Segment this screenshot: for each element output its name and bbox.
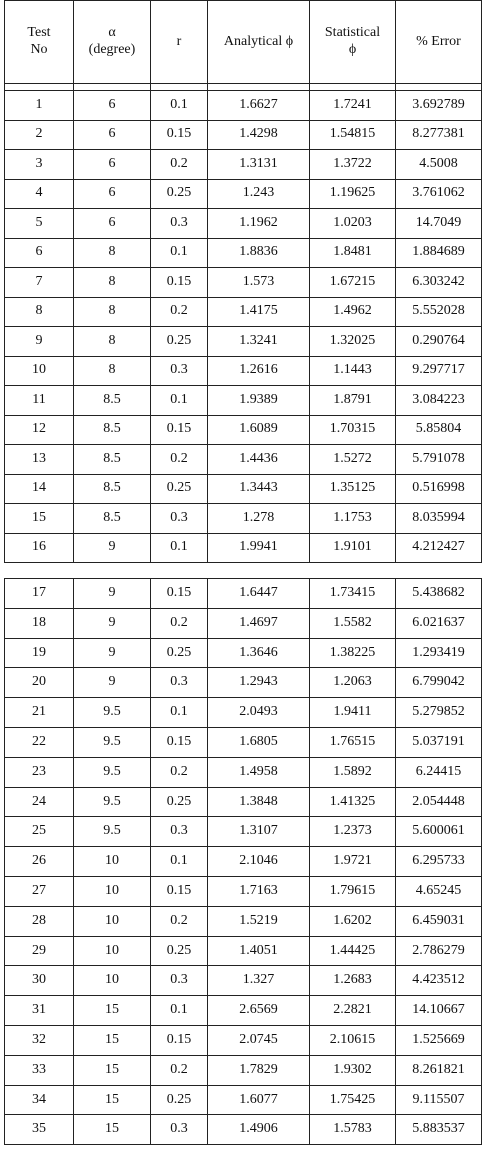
table-row (5, 996, 482, 1026)
cell-percent-error: 5.037191 (396, 727, 482, 757)
cell-test-no: 16 (5, 533, 74, 563)
table-row (5, 1055, 482, 1085)
table-row (5, 1025, 482, 1055)
table-row (5, 386, 482, 416)
cell-alpha: 6 (74, 91, 151, 121)
cell-test-no: 13 (5, 445, 74, 475)
cell-percent-error: 3.084223 (396, 386, 482, 416)
spacer-cell (5, 84, 74, 91)
cell-statistical-phi: 1.0203 (310, 209, 396, 239)
cell-analytical-phi: 2.1046 (208, 847, 310, 877)
cell-r: 0.25 (151, 327, 208, 357)
cell-statistical-phi: 1.9721 (310, 847, 396, 877)
table-row (5, 91, 482, 121)
cell-analytical-phi: 1.9941 (208, 533, 310, 563)
cell-percent-error: 5.791078 (396, 445, 482, 475)
cell-percent-error: 8.035994 (396, 504, 482, 534)
cell-analytical-phi: 1.2616 (208, 356, 310, 386)
cell-test-no: 34 (5, 1085, 74, 1115)
table-row (5, 268, 482, 298)
cell-statistical-phi: 1.75425 (310, 1085, 396, 1115)
cell-test-no: 7 (5, 268, 74, 298)
cell-test-no: 21 (5, 698, 74, 728)
cell-statistical-phi: 1.5272 (310, 445, 396, 475)
cell-analytical-phi: 1.243 (208, 179, 310, 209)
cell-alpha: 6 (74, 150, 151, 180)
cell-percent-error: 9.115507 (396, 1085, 482, 1115)
cell-alpha: 9.5 (74, 787, 151, 817)
cell-statistical-phi: 1.5892 (310, 757, 396, 787)
cell-r: 0.2 (151, 757, 208, 787)
cell-alpha: 10 (74, 906, 151, 936)
cell-statistical-phi: 1.44425 (310, 936, 396, 966)
cell-r: 0.15 (151, 1025, 208, 1055)
spacer-row (5, 84, 482, 91)
cell-statistical-phi: 1.4962 (310, 297, 396, 327)
table-row (5, 1085, 482, 1115)
cell-r: 0.25 (151, 787, 208, 817)
cell-test-no: 26 (5, 847, 74, 877)
cell-alpha: 15 (74, 1115, 151, 1145)
cell-percent-error: 4.212427 (396, 533, 482, 563)
cell-statistical-phi: 1.5582 (310, 608, 396, 638)
cell-alpha: 9.5 (74, 727, 151, 757)
cell-analytical-phi: 1.573 (208, 268, 310, 298)
cell-percent-error: 3.761062 (396, 179, 482, 209)
cell-r: 0.1 (151, 847, 208, 877)
cell-r: 0.15 (151, 268, 208, 298)
cell-test-no: 24 (5, 787, 74, 817)
cell-r: 0.2 (151, 445, 208, 475)
cell-test-no: 30 (5, 966, 74, 996)
table-row (5, 638, 482, 668)
cell-analytical-phi: 1.6805 (208, 727, 310, 757)
cell-analytical-phi: 1.3443 (208, 474, 310, 504)
cell-alpha: 6 (74, 120, 151, 150)
cell-alpha: 15 (74, 1085, 151, 1115)
cell-statistical-phi: 1.79615 (310, 876, 396, 906)
cell-test-no: 11 (5, 386, 74, 416)
cell-statistical-phi: 1.2683 (310, 966, 396, 996)
cell-statistical-phi: 1.76515 (310, 727, 396, 757)
cell-analytical-phi: 1.5219 (208, 906, 310, 936)
cell-alpha: 10 (74, 876, 151, 906)
cell-analytical-phi: 2.0493 (208, 698, 310, 728)
cell-analytical-phi: 1.6627 (208, 91, 310, 121)
cell-r: 0.25 (151, 179, 208, 209)
table-row (5, 876, 482, 906)
cell-alpha: 10 (74, 966, 151, 996)
table-row (5, 727, 482, 757)
cell-percent-error: 6.799042 (396, 668, 482, 698)
cell-r: 0.25 (151, 936, 208, 966)
cell-r: 0.25 (151, 1085, 208, 1115)
cell-test-no: 28 (5, 906, 74, 936)
cell-statistical-phi: 1.1443 (310, 356, 396, 386)
cell-statistical-phi: 1.9101 (310, 533, 396, 563)
table-row (5, 179, 482, 209)
cell-analytical-phi: 2.6569 (208, 996, 310, 1026)
cell-r: 0.3 (151, 668, 208, 698)
cell-r: 0.3 (151, 209, 208, 239)
cell-statistical-phi: 1.73415 (310, 579, 396, 609)
cell-test-no: 29 (5, 936, 74, 966)
cell-alpha: 10 (74, 847, 151, 877)
cell-percent-error: 4.423512 (396, 966, 482, 996)
cell-r: 0.2 (151, 150, 208, 180)
cell-analytical-phi: 1.1962 (208, 209, 310, 239)
cell-analytical-phi: 1.278 (208, 504, 310, 534)
cell-statistical-phi: 2.2821 (310, 996, 396, 1026)
cell-percent-error: 2.786279 (396, 936, 482, 966)
cell-alpha: 9.5 (74, 757, 151, 787)
cell-percent-error: 8.277381 (396, 120, 482, 150)
table-row (5, 327, 482, 357)
cell-alpha: 9 (74, 668, 151, 698)
cell-analytical-phi: 1.8836 (208, 238, 310, 268)
table-row (5, 238, 482, 268)
header-row (5, 1, 482, 84)
cell-percent-error: 4.65245 (396, 876, 482, 906)
cell-statistical-phi: 1.9411 (310, 698, 396, 728)
cell-r: 0.1 (151, 386, 208, 416)
cell-test-no: 18 (5, 608, 74, 638)
cell-test-no: 25 (5, 817, 74, 847)
cell-r: 0.1 (151, 996, 208, 1026)
cell-r: 0.3 (151, 966, 208, 996)
cell-percent-error: 0.290764 (396, 327, 482, 357)
cell-test-no: 15 (5, 504, 74, 534)
cell-alpha: 8.5 (74, 504, 151, 534)
spacer-cell (310, 84, 396, 91)
cell-percent-error: 1.884689 (396, 238, 482, 268)
cell-alpha: 8 (74, 327, 151, 357)
cell-statistical-phi: 1.8791 (310, 386, 396, 416)
cell-test-no: 22 (5, 727, 74, 757)
cell-r: 0.25 (151, 638, 208, 668)
cell-r: 0.2 (151, 1055, 208, 1085)
cell-percent-error: 9.297717 (396, 356, 482, 386)
cell-alpha: 15 (74, 1025, 151, 1055)
cell-analytical-phi: 1.6447 (208, 579, 310, 609)
cell-percent-error: 14.7049 (396, 209, 482, 239)
cell-r: 0.1 (151, 238, 208, 268)
table-row (5, 698, 482, 728)
cell-test-no: 1 (5, 91, 74, 121)
cell-alpha: 15 (74, 1055, 151, 1085)
table-row (5, 445, 482, 475)
cell-analytical-phi: 1.4958 (208, 757, 310, 787)
cell-statistical-phi: 1.1753 (310, 504, 396, 534)
table-row (5, 757, 482, 787)
cell-analytical-phi: 1.4906 (208, 1115, 310, 1145)
cell-r: 0.2 (151, 297, 208, 327)
table-row (5, 1115, 482, 1145)
cell-test-no: 27 (5, 876, 74, 906)
cell-r: 0.25 (151, 474, 208, 504)
table-row (5, 847, 482, 877)
cell-test-no: 9 (5, 327, 74, 357)
cell-analytical-phi: 1.3848 (208, 787, 310, 817)
cell-percent-error: 5.883537 (396, 1115, 482, 1145)
table-row (5, 906, 482, 936)
table-row (5, 356, 482, 386)
cell-alpha: 8 (74, 356, 151, 386)
cell-alpha: 9 (74, 638, 151, 668)
cell-percent-error: 8.261821 (396, 1055, 482, 1085)
cell-analytical-phi: 1.4697 (208, 608, 310, 638)
cell-statistical-phi: 1.3722 (310, 150, 396, 180)
cell-statistical-phi: 1.54815 (310, 120, 396, 150)
cell-percent-error: 14.10667 (396, 996, 482, 1026)
cell-statistical-phi: 1.32025 (310, 327, 396, 357)
cell-percent-error: 5.85804 (396, 415, 482, 445)
cell-analytical-phi: 1.6077 (208, 1085, 310, 1115)
spacer-cell (151, 84, 208, 91)
cell-r: 0.15 (151, 727, 208, 757)
table-row (5, 817, 482, 847)
cell-percent-error: 5.438682 (396, 579, 482, 609)
cell-r: 0.1 (151, 91, 208, 121)
cell-analytical-phi: 1.4051 (208, 936, 310, 966)
cell-percent-error: 5.552028 (396, 297, 482, 327)
table-row (5, 120, 482, 150)
cell-test-no: 3 (5, 150, 74, 180)
cell-r: 0.15 (151, 415, 208, 445)
cell-analytical-phi: 1.4298 (208, 120, 310, 150)
cell-analytical-phi: 1.3131 (208, 150, 310, 180)
cell-analytical-phi: 1.4436 (208, 445, 310, 475)
cell-r: 0.15 (151, 579, 208, 609)
table-row (5, 297, 482, 327)
cell-test-no: 23 (5, 757, 74, 787)
cell-r: 0.1 (151, 698, 208, 728)
cell-test-no: 12 (5, 415, 74, 445)
cell-statistical-phi: 1.70315 (310, 415, 396, 445)
cell-test-no: 6 (5, 238, 74, 268)
table-row (5, 474, 482, 504)
cell-percent-error: 6.459031 (396, 906, 482, 936)
table-row (5, 608, 482, 638)
cell-test-no: 35 (5, 1115, 74, 1145)
table-row (5, 150, 482, 180)
cell-r: 0.15 (151, 876, 208, 906)
cell-r: 0.15 (151, 120, 208, 150)
cell-statistical-phi: 1.2373 (310, 817, 396, 847)
header-test-no: Test No (5, 1, 74, 84)
cell-alpha: 9 (74, 533, 151, 563)
cell-alpha: 15 (74, 996, 151, 1026)
cell-alpha: 8.5 (74, 474, 151, 504)
cell-r: 0.3 (151, 356, 208, 386)
cell-percent-error: 0.516998 (396, 474, 482, 504)
cell-analytical-phi: 1.327 (208, 966, 310, 996)
table-row (5, 668, 482, 698)
cell-r: 0.2 (151, 608, 208, 638)
cell-test-no: 19 (5, 638, 74, 668)
cell-percent-error: 5.279852 (396, 698, 482, 728)
table-row (5, 787, 482, 817)
cell-statistical-phi: 1.7241 (310, 91, 396, 121)
cell-test-no: 14 (5, 474, 74, 504)
spacer-cell (396, 84, 482, 91)
cell-analytical-phi: 1.4175 (208, 297, 310, 327)
cell-alpha: 9 (74, 608, 151, 638)
cell-analytical-phi: 1.2943 (208, 668, 310, 698)
table-row (5, 579, 482, 609)
cell-statistical-phi: 1.38225 (310, 638, 396, 668)
cell-percent-error: 6.303242 (396, 268, 482, 298)
cell-percent-error: 5.600061 (396, 817, 482, 847)
header-statistical-phi: Statistical ϕ (310, 1, 396, 84)
cell-r: 0.3 (151, 504, 208, 534)
cell-r: 0.3 (151, 817, 208, 847)
cell-percent-error: 6.24415 (396, 757, 482, 787)
cell-analytical-phi: 1.7829 (208, 1055, 310, 1085)
cell-statistical-phi: 1.8481 (310, 238, 396, 268)
cell-alpha: 8.5 (74, 445, 151, 475)
table-row (5, 966, 482, 996)
cell-r: 0.2 (151, 906, 208, 936)
cell-percent-error: 6.021637 (396, 608, 482, 638)
cell-statistical-phi: 1.6202 (310, 906, 396, 936)
cell-r: 0.1 (151, 533, 208, 563)
header-analytical-phi: Analytical ϕ (208, 1, 310, 84)
table-row (5, 504, 482, 534)
cell-analytical-phi: 1.3646 (208, 638, 310, 668)
results-table-part-2 (4, 578, 482, 1145)
results-table-part-1 (4, 0, 482, 563)
cell-alpha: 8.5 (74, 415, 151, 445)
cell-analytical-phi: 1.6089 (208, 415, 310, 445)
cell-analytical-phi: 2.0745 (208, 1025, 310, 1055)
cell-test-no: 32 (5, 1025, 74, 1055)
cell-alpha: 9.5 (74, 698, 151, 728)
cell-statistical-phi: 1.5783 (310, 1115, 396, 1145)
table-row (5, 533, 482, 563)
table-row (5, 209, 482, 239)
cell-test-no: 10 (5, 356, 74, 386)
cell-statistical-phi: 1.2063 (310, 668, 396, 698)
cell-analytical-phi: 1.3107 (208, 817, 310, 847)
cell-statistical-phi: 2.10615 (310, 1025, 396, 1055)
cell-percent-error: 1.293419 (396, 638, 482, 668)
cell-test-no: 4 (5, 179, 74, 209)
cell-analytical-phi: 1.7163 (208, 876, 310, 906)
cell-test-no: 8 (5, 297, 74, 327)
cell-test-no: 2 (5, 120, 74, 150)
cell-analytical-phi: 1.3241 (208, 327, 310, 357)
cell-test-no: 33 (5, 1055, 74, 1085)
cell-percent-error: 3.692789 (396, 91, 482, 121)
cell-statistical-phi: 1.9302 (310, 1055, 396, 1085)
cell-percent-error: 6.295733 (396, 847, 482, 877)
cell-alpha: 8 (74, 297, 151, 327)
spacer-cell (74, 84, 151, 91)
cell-percent-error: 1.525669 (396, 1025, 482, 1055)
cell-test-no: 20 (5, 668, 74, 698)
cell-alpha: 9.5 (74, 817, 151, 847)
cell-test-no: 17 (5, 579, 74, 609)
cell-test-no: 31 (5, 996, 74, 1026)
cell-alpha: 8.5 (74, 386, 151, 416)
cell-alpha: 8 (74, 268, 151, 298)
table-row (5, 936, 482, 966)
cell-statistical-phi: 1.67215 (310, 268, 396, 298)
cell-alpha: 8 (74, 238, 151, 268)
header-alpha: α (degree) (74, 1, 151, 84)
cell-r: 0.3 (151, 1115, 208, 1145)
cell-alpha: 10 (74, 936, 151, 966)
cell-test-no: 5 (5, 209, 74, 239)
cell-alpha: 9 (74, 579, 151, 609)
cell-statistical-phi: 1.19625 (310, 179, 396, 209)
cell-statistical-phi: 1.35125 (310, 474, 396, 504)
cell-alpha: 6 (74, 179, 151, 209)
spacer-cell (208, 84, 310, 91)
header-r: r (151, 1, 208, 84)
cell-percent-error: 4.5008 (396, 150, 482, 180)
table-row (5, 415, 482, 445)
cell-statistical-phi: 1.41325 (310, 787, 396, 817)
cell-analytical-phi: 1.9389 (208, 386, 310, 416)
cell-percent-error: 2.054448 (396, 787, 482, 817)
header-percent-error: % Error (396, 1, 482, 84)
cell-alpha: 6 (74, 209, 151, 239)
